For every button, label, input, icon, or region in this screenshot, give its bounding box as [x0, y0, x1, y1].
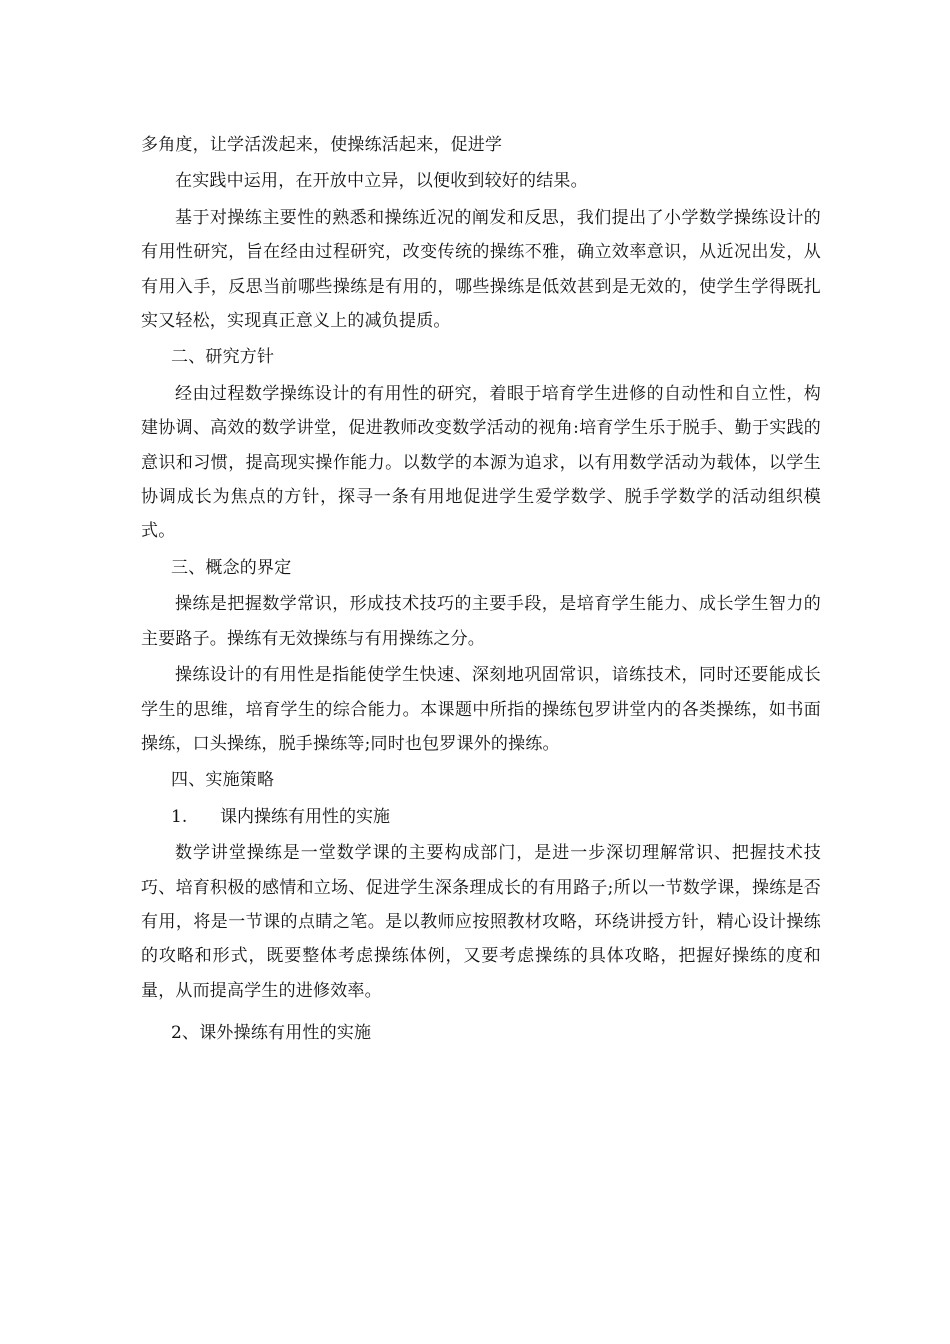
paragraph: 操练设计的有用性是指能使学生快速、深刻地巩固常识，谙练技术，同时还要能成长学生的思维，培育学生的综合能力。本课题中所指的操练包罗讲堂内的各类操练，如书面操练，口头操练，脱手操练等;同时也包罗课外的操练。	[141, 665, 821, 754]
paragraph: 数学讲堂操练是一堂数学课的主要构成部门，是进一步深切理解常识、把握技术技巧、培育积极的感情和立场、促进学生深条理成长的有用路子;所以一节数学课，操练是否有用，将是一节课的点睛之笔。是以教师应按照教材攻略，环绕讲授方针，精心设计操练的攻略和形式，既要整体考虑操练体例，又要考虑操练的具体攻略，把握好操练的度和量，从而提高学生的进修效率。	[141, 843, 821, 1001]
section-heading-definition: 三、概念的界定	[171, 557, 292, 578]
paragraph-continuation: 多角度，让学活泼起来，使操练活起来，促进学	[141, 135, 503, 155]
subsection-title: 课内操练有用性的实施	[220, 806, 390, 827]
paragraph: 经由过程数学操练设计的有用性的研究，着眼于培育学生进修的自动性和自立性，构建协调、高效的数学讲堂，促进教师改变数学活动的视角:培育学生乐于脱手、勤于实践的意识和习惯，提高现实操作能力。以数学的本源为追求，以有用数学活动为载体，以学生协调成长为焦点的方针，探寻一条有用地促进学生爱学数学、脱手学数学的活动组织模式。	[141, 383, 821, 542]
paragraph: 操练是把握数学常识，形成技术技巧的主要手段，是培育学生能力、成长学生智力的主要路子。操练有无效操练与有用操练之分。	[141, 594, 821, 649]
subsection-heading-1	[141, 800, 821, 834]
section-heading-strategy: 四、实施策略	[171, 770, 275, 791]
section-heading-goals: 二、研究方针	[171, 347, 275, 368]
subsection-heading-2: 2、课外操练有用性的实施	[171, 1023, 372, 1044]
paragraph: 基于对操练主要性的熟悉和操练近况的阐发和反思，我们提出了小学数学操练设计的有用性研究，旨在经由过程研究，改变传统的操练不雅，确立效率意识，从近况出发，从有用入手，反思当前哪些操练是有用的，哪些操练是低效甚到是无效的，使学生学得既扎实又轻松，实现真正意义上的减负提质。	[141, 207, 821, 332]
subsection-number: 1.	[171, 806, 188, 827]
paragraph: 在实践中运用，在开放中立异，以便收到较好的结果。	[175, 171, 588, 192]
document-page	[141, 128, 821, 1051]
